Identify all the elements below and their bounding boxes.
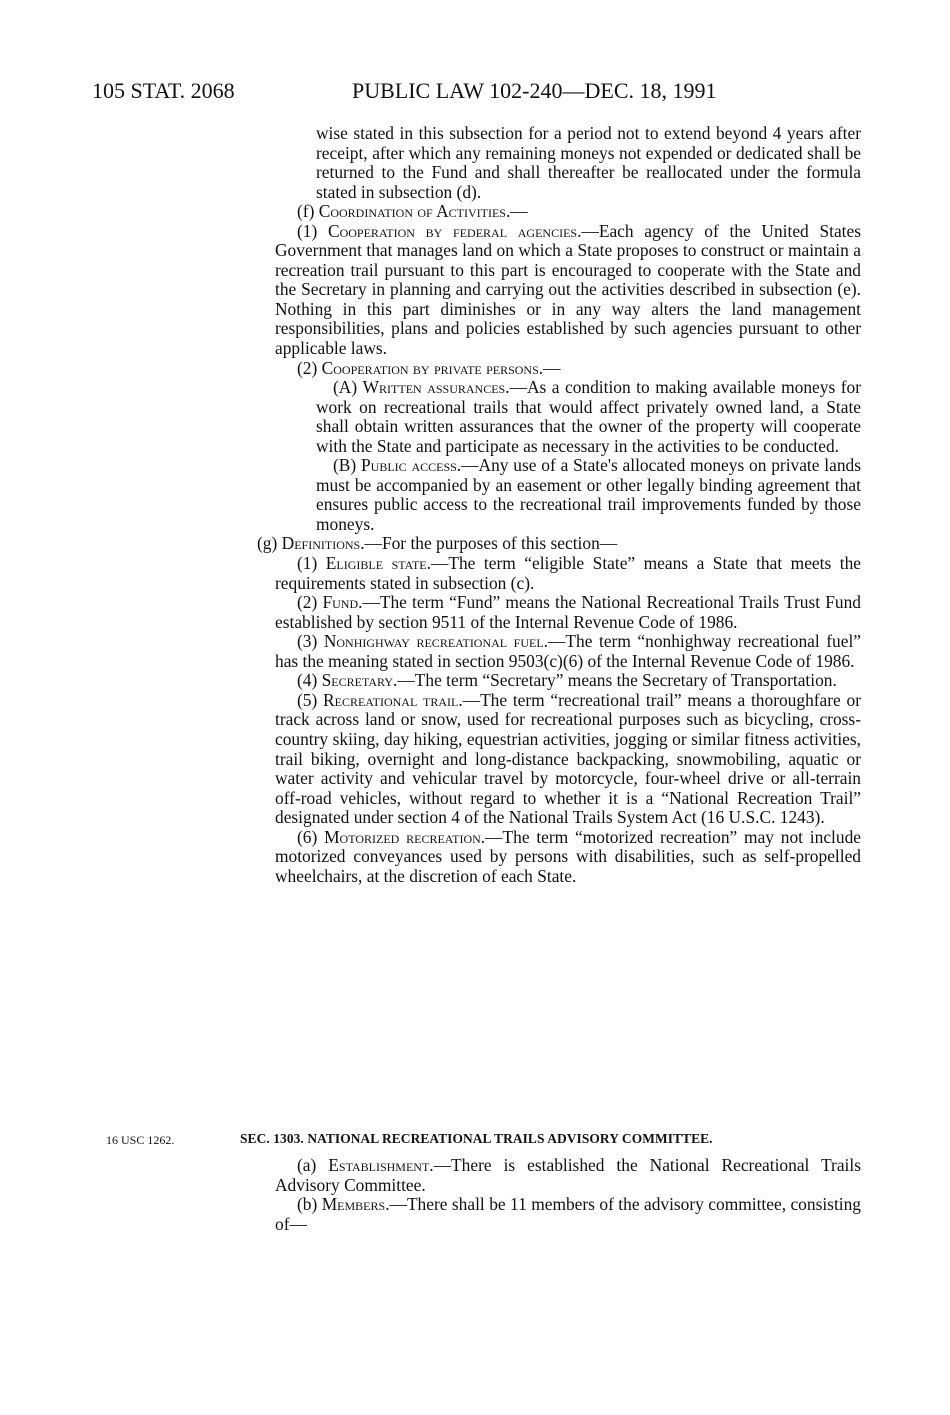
subsection-b: (b) Members.—There shall be 11 members of the advisory committee, consisting of—: [275, 1194, 861, 1234]
definition-4: (4) Secretary.—The term “Secretary” means the Secretary of Transportation.: [297, 670, 837, 691]
definition-3: (3) Nonhighway recreational fuel.—The term “nonhighway recreational fuel” has the meaning stated in section 9503(c)(6) of the Internal Revenue Code of 1986.: [275, 631, 861, 671]
subsection-f-heading: (f) Coordination of Activities.—: [297, 201, 528, 222]
section-1303-body: [275, 1156, 861, 1234]
subparagraph-f2b: (B) Public access.—Any use of a State's allocated moneys on private lands must be accompanied by an easement or other legally binding agreement that ensures public access to the recreational trail improvements funded by those moneys.: [316, 455, 861, 534]
definition-6: (6) Motorized recreation.—The term “motorized recreation” may not include motorized conveyances used by persons with disabilities, such as self-propelled wheelchairs, at the discretion of each State.: [275, 826, 861, 886]
paragraph-f2-heading: (2) Cooperation by private persons.—: [297, 357, 561, 378]
page-header: [0, 78, 950, 110]
margin-citation: 16 USC 1262.: [106, 1133, 175, 1147]
paragraph-f1: (1) Cooperation by federal agencies.—Each agency of the United States Government that manages land on which a State proposes to construct or maintain a recreation trail pursuant to this part is encouraged to cooperate with the State and the Secretary in planning and carrying out the activities described in subsection (e). Nothing in this part diminishes or in any way alters the land management responsibilities, plans and policies established by such agencies pursuant to other applicable laws.: [275, 220, 862, 359]
section-heading: SEC. 1303. NATIONAL RECREATIONAL TRAILS ADVISORY COMMITTEE.: [240, 1131, 713, 1146]
subsection-a: (a) Establishment.—There is established the National Recreational Trails Advisory Committee.: [275, 1155, 861, 1195]
definition-2: (2) Fund.—The term “Fund” means the National Recreational Trails Trust Fund established by section 9511 of the Internal Revenue Code of 1986.: [275, 592, 861, 632]
law-title: PUBLIC LAW 102-240—DEC. 18, 1991: [352, 78, 717, 103]
definition-1: (1) Eligible state.—The term “eligible State” means a State that meets the requirements stated in subsection (c).: [275, 553, 861, 593]
subsection-g-heading: (g) Definitions.—For the purposes of this section—: [257, 533, 618, 554]
subparagraph-f2a: (A) Written assurances.—As a condition to making available moneys for work on recreational trails that would affect privately owned land, a State shall obtain written assurances that the owner of the property will cooperate with the State and participate as necessary in the activities to be conducted.: [316, 377, 861, 456]
definition-5: (5) Recreational trail.—The term “recreational trail” means a thoroughfare or track across land or snow, used for recreational purposes such as bicycling, cross-country skiing, day hiking, equestrian activities, jogging or similar fitness activities, trail biking, overnight and long-distance backpacking, snowmobiling, aquatic or water activity and vehicular travel by motorcycle, four-wheel drive or all-terrain off-road vehicles, without regard to whether it is a “National Recreation Trail” designated under section 4 of the National Trails System Act (16 U.S.C. 1243).: [275, 689, 861, 828]
page-id: 105 STAT. 2068: [92, 78, 235, 103]
statute-body: [257, 123, 862, 886]
continuation-paragraph: wise stated in this subsection for a period not to extend beyond 4 years after receipt, after which any remaining moneys not expended or dedicated shall be returned to the Fund and shall thereafter be reallocated under the formula stated in subsection (d).: [316, 123, 861, 202]
